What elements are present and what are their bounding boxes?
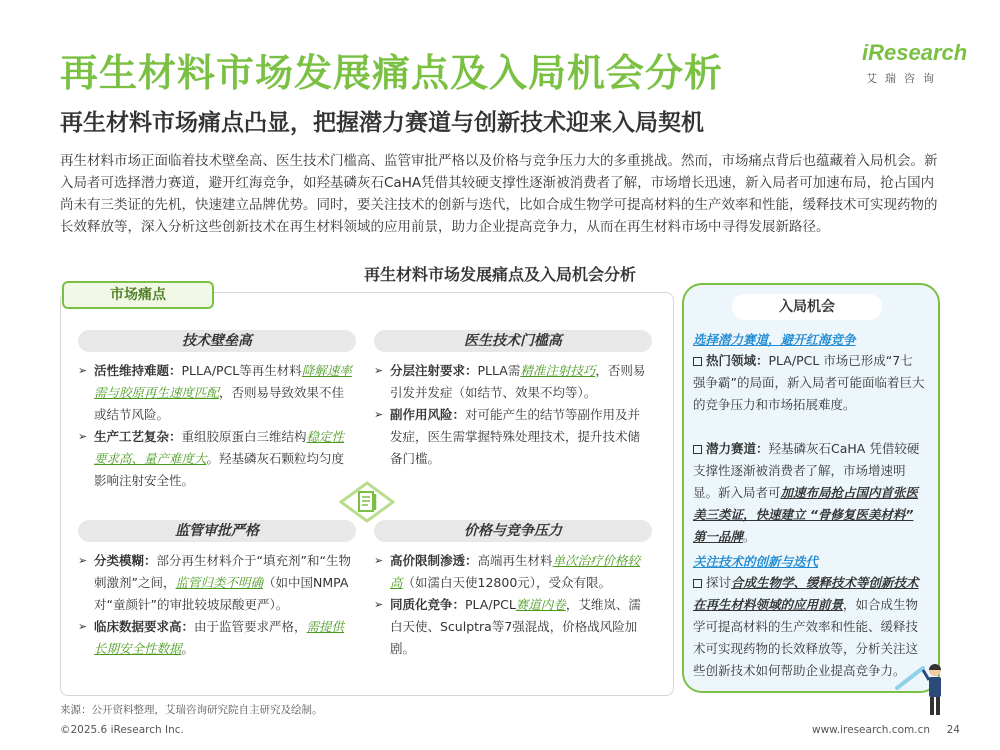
market-pain-points-tab: 市场痛点 [62, 281, 214, 309]
item-highlight: 稳定性要求高、量产难度大 [94, 429, 345, 466]
bullet-label: 潜力赛道： [706, 441, 769, 456]
item-highlight: 降解速率需与胶原再生速度匹配 [94, 363, 352, 400]
page-subtitle: 再生材料市场痛点凸显，把握潜力赛道与创新技术迎来入局契机 [60, 110, 704, 136]
quadrant-regulation [78, 520, 356, 660]
item-text: PLA/PCL [465, 597, 516, 612]
item-text: （如中国NMPA对“童颜针”的审批较坡尿酸更严）。 [94, 575, 349, 612]
list-item [374, 594, 652, 660]
item-label: 临床数据要求高： [94, 619, 195, 634]
item-text: ，否则易导致效果不佳或结节风险。 [94, 385, 345, 422]
quadrant-heading: 价格与竞争压力 [374, 520, 652, 542]
square-bullet-icon [693, 445, 702, 454]
bullet-text: PLA/PCL 市场已形成“7七强争霸”的局面，新入局者可能面临着巨大的竞争压力和市场拓展难度。 [693, 353, 925, 412]
square-bullet-icon [693, 579, 702, 588]
bullet-text: 。 [743, 529, 756, 544]
arrow-bullet-icon: ➢ [374, 598, 384, 611]
source-note: 来源：公开资料整理，艾瑞咨询研究院自主研究及绘制。 [60, 704, 323, 716]
item-highlight: 监管归类不明确 [175, 575, 263, 590]
item-text: 对可能产生的结节等副作用及并发症，医生需掌握特殊处理技术，提升技术储备门槛。 [390, 407, 641, 466]
iresearch-logo [854, 38, 968, 88]
website-url: www.iresearch.com.cn [811, 724, 930, 736]
item-label: 副作用风险： [390, 407, 466, 422]
intro-paragraph: 再生材料市场正面临着技术壁垒高、医生技术门槛高、监管审批严格以及价格与竞争压力大的多重挑战。然而，市场痛点背后也蕴藏着入局机会。新入局者可选择潜力赛道，避开红海竞争，如羟基磷灰石CaHA凭借其较硬支撑性逐渐被消费者了解，市场增长迅速，新入局者可加速布局，抢占国内尚未有三类证的先机，快速建立品牌优势。同时，要关注技术的创新与迭代，比如合成生物学可提高材料的生产效率和性能，缓释技术可实现药物的长效释放等，深入分析这些创新技术在再生材料领域的应用前景，助力企业提高竞争力，从而在再生材料市场中寻得发展新路径。 [60, 153, 938, 235]
bullet-emphasis: 加速布局抢占国内首张医美三类证，快速建立 “骨修复医美材料” 第一品牌 [693, 485, 919, 544]
quadrant-heading: 医生技术门槛高 [374, 330, 652, 352]
quadrant-tech-barrier [78, 330, 356, 492]
arrow-bullet-icon: ➢ [78, 620, 88, 633]
item-text: 。 [181, 641, 195, 656]
item-text: PLLA需 [477, 363, 521, 378]
figure-title: 再生材料市场发展痛点及入局机会分析 [363, 265, 636, 284]
arrow-bullet-icon: ➢ [374, 364, 384, 377]
list-item [78, 360, 356, 426]
item-text: 部分再生材料介于“填充剂”和“生物刺激剂”之间， [94, 553, 351, 590]
list-item [78, 426, 356, 492]
list-item [374, 360, 652, 404]
arrow-bullet-icon: ➢ [78, 364, 88, 377]
item-text: 重组胶原蛋白三维结构 [181, 429, 307, 444]
document-edit-icon [339, 481, 395, 523]
opportunity-tab: 入局机会 [732, 294, 882, 320]
list-item [78, 550, 356, 616]
list-item [374, 404, 652, 470]
bullet-emphasis: 合成生物学、缓释技术等创新技术在再生材料领域的应用前景 [693, 575, 919, 612]
bullet-label: 热门领域： [706, 353, 769, 368]
logo-wordmark: iResearch [862, 40, 968, 65]
page-title: 再生材料市场发展痛点及入局机会分析 [60, 51, 724, 95]
quadrant-heading: 技术壁垒高 [78, 330, 356, 352]
opportunity-section-tech-innovation: 关注技术的创新与迭代 [693, 554, 819, 569]
square-bullet-icon [693, 357, 702, 366]
item-text: 由于监管要求严格， [194, 619, 307, 634]
item-label: 高价限制渗透： [390, 553, 478, 568]
item-label: 活性维持难题： [94, 363, 182, 378]
item-label: 同质化竞争： [390, 597, 466, 612]
quadrant-price-competition [374, 520, 652, 660]
item-highlight: 单次治疗价格较高 [390, 553, 641, 590]
quadrant-doctor-threshold [374, 330, 652, 470]
list-item [374, 550, 652, 594]
item-text: PLLA/PCL等再生材料 [181, 363, 302, 378]
bullet-text: 探讨 [706, 575, 732, 590]
item-text: ，否则易引发并发症（如结节、效果不均等）。 [390, 363, 646, 400]
arrow-bullet-icon: ➢ [78, 430, 88, 443]
opportunity-bullet-tech [693, 572, 925, 682]
opportunity-bullet-hot-field [693, 350, 925, 416]
item-highlight: 需提供长期安全性数据 [94, 619, 345, 656]
bullet-text: ，如合成生物学可提高材料的生产效率和性能、缓释技术可实现药物的长效释放等，分析关注这些创新技术如何帮助企业提高竞争力。 [693, 597, 919, 678]
person-with-pen-icon [893, 658, 953, 720]
opportunity-section-potential-track: 选择潜力赛道，避开红海竞争 [693, 332, 856, 347]
logo-chinese-name: 艾瑞咨询 [866, 72, 942, 85]
item-label: 生产工艺复杂： [94, 429, 182, 444]
item-label: 分层注射要求： [390, 363, 478, 378]
bullet-text: 羟基磷灰石CaHA 凭借较硬支撑性逐渐被消费者了解，市场增速明显。新入局者可 [693, 441, 920, 500]
arrow-bullet-icon: ➢ [78, 554, 88, 567]
item-label: 分类模糊： [94, 553, 157, 568]
item-highlight: 精准注射技巧 [520, 363, 596, 378]
arrow-bullet-icon: ➢ [374, 408, 384, 421]
copyright: ©2025.6 iResearch Inc. [60, 724, 184, 736]
opportunity-bullet-potential-track [693, 438, 925, 548]
item-text: （如濡白天使12800元），受众有限。 [402, 575, 612, 590]
list-item [78, 616, 356, 660]
item-highlight: 赛道内卷 [515, 597, 566, 612]
arrow-bullet-icon: ➢ [374, 554, 384, 567]
item-text: 。羟基磷灰石颗粒均匀度影响注射安全性。 [94, 451, 345, 488]
page-number: 24 [946, 724, 960, 736]
item-text: 高端再生材料 [477, 553, 553, 568]
quadrant-heading: 监管审批严格 [78, 520, 356, 542]
item-text: ，艾维岚、濡白天使、Sculptra等7强混战，价格战风险加剧。 [390, 597, 641, 656]
